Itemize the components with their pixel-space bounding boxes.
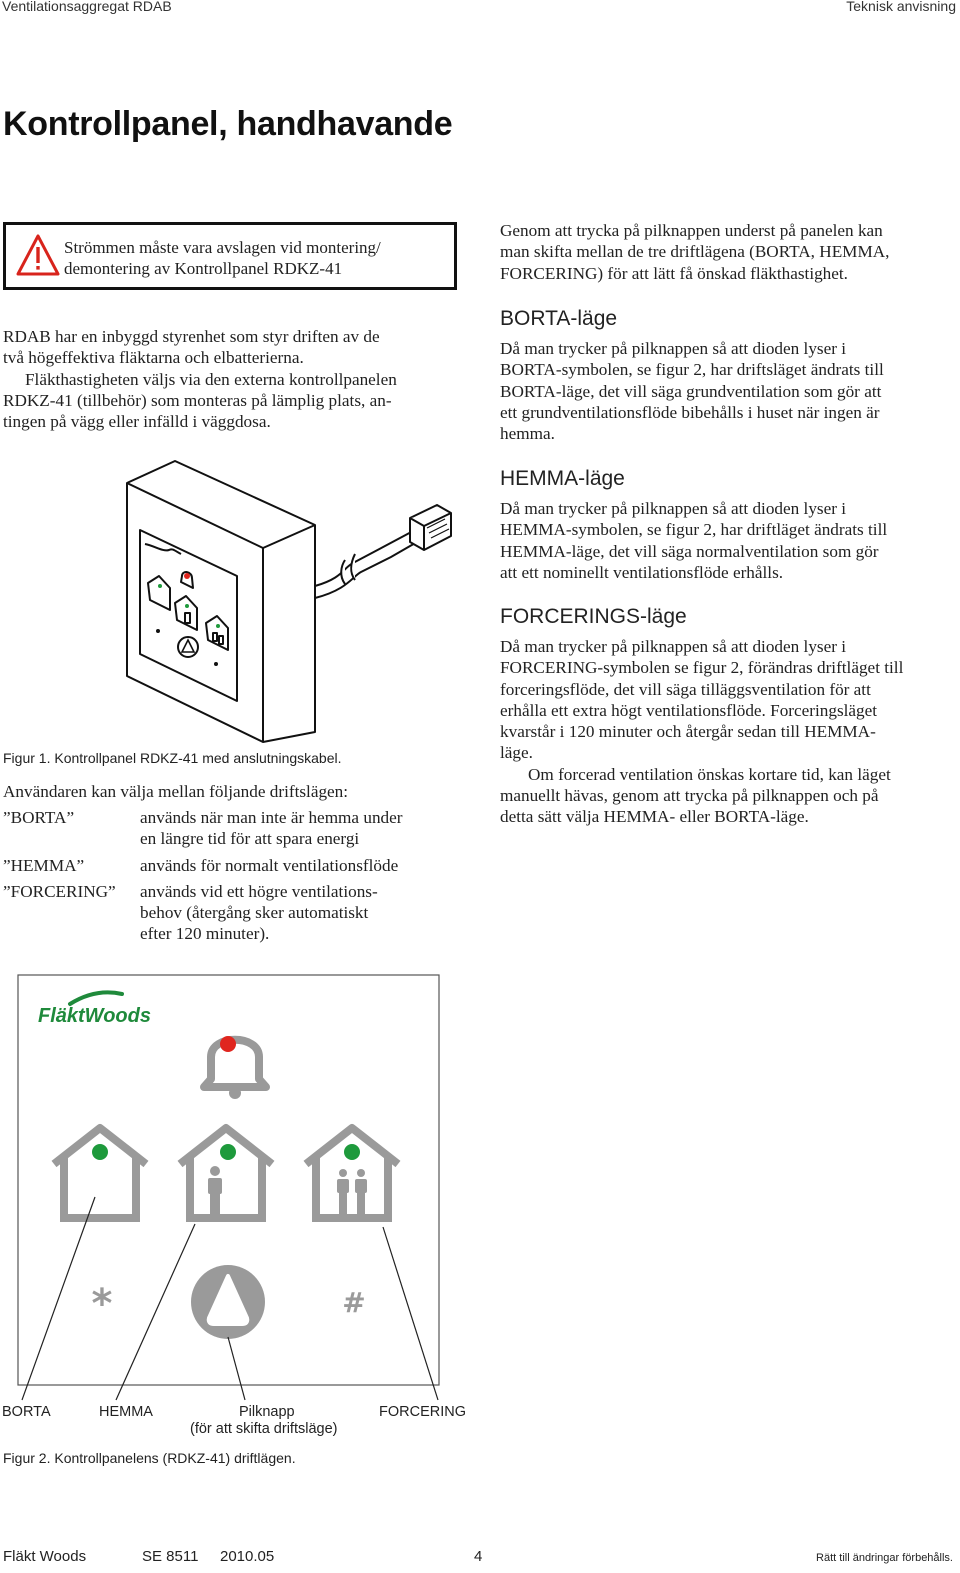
warning-line-2: demontering av Kontrollpanel RDKZ-41 [64,259,343,278]
forcering-line: manuellt hävas, genom att trycka på pilknappen och på [500,786,879,806]
forcering-line: läge. [500,743,533,763]
mode-name: ”HEMMA” [3,855,85,875]
borta-line: Då man trycker på pilknappen så att dioden lyser i [500,339,847,358]
forcering-line: Om forcerad ventilation önskas kortare tid, kan läget [528,764,891,784]
borta-line: BORTA-läge, det vill säga grundventilation som gör att [500,381,882,401]
page-number: 4 [474,1548,483,1565]
figure2-caption: Figur 2. Kontrollpanelens (RDKZ-41) driftlägen. [3,1450,296,1466]
forcering-line: kvarstår i 120 minuter och återgår sedan till HEMMA- [500,722,876,742]
right-intro-line: man skifta mellan de tre driftlägena (BORTA, HEMMA, [500,242,890,262]
forcering-led [344,1144,360,1160]
hemma-line: HEMMA-symbolen, se figur 2, har driftläget ändrats till [500,520,888,540]
forcering-line: detta sätt välja HEMMA- eller BORTA-läge. [500,807,809,827]
mode-desc-line: behov (återgång sker automatiskt [140,903,369,923]
borta-line: BORTA-symbolen, se figur 2, har driftsläget ändrats till [500,360,884,380]
intro-paragraph [3,326,458,432]
mode-hemma [3,855,463,876]
figure1-caption: Figur 1. Kontrollpanel RDKZ-41 med anslutningskabel. [3,750,342,766]
forcering-paragraph [500,636,960,828]
intro-line: tingen på vägg eller infälld i väggdosa. [3,412,271,432]
borta-led [92,1144,108,1160]
mode-desc-line: används när man inte är hemma under [140,808,403,827]
mode-name: ”FORCERING” [3,881,116,901]
right-intro-line: FORCERING) för att lätt få önskad fläkthastighet. [500,263,848,283]
intro-line: RDKZ-41 (tillbehör) som monteras på lämplig plats, an- [3,390,392,410]
header-right: Teknisk anvisning [846,0,956,14]
intro-line: Fläkthastigheten väljs via den externa kontrollpanelen [25,369,397,389]
mode-desc-line: en längre tid för att spara energi [140,829,360,849]
warning-icon [16,233,60,277]
footer-code: SE 8511 [142,1548,199,1565]
borta-paragraph [500,338,960,444]
right-intro-line: Genom att trycka på pilknappen underst på panelen kan [500,221,883,240]
figure2-panel [0,972,462,1412]
label-pilknapp-sub: (för att skifta driftsläge) [190,1421,338,1437]
hash-key: # [342,1286,366,1319]
footer-rights: Rätt till ändringar förbehålls. [816,1552,953,1564]
forcering-line: forceringsflöde, det vill säga tilläggsventilation för att [500,679,871,699]
hemma-heading: HEMMA-läge [500,467,625,490]
arrow-button[interactable] [191,1265,265,1339]
hemma-led [220,1144,236,1160]
mode-desc-line: används vid ett högre ventilations- [140,881,378,901]
mode-borta [3,807,463,850]
hemma-line: Då man trycker på pilknappen så att dioden lyser i [500,499,847,518]
intro-line: två högeffektiva fläktarna och elbatterierna. [3,348,304,368]
hemma-line: att ett nominellt ventilationsflöde erhålls. [500,562,784,582]
footer-date: 2010.05 [220,1548,275,1565]
forcering-heading: FORCERINGS-läge [500,605,687,628]
footer-brand: Fläkt Woods [3,1548,87,1565]
modes-intro: Användaren kan välja mellan följande driftslägen: [3,782,349,801]
intro-line: RDAB har en inbyggd styrenhet som styr driften av de [3,327,380,346]
right-intro [500,220,960,284]
label-hemma: HEMMA [99,1404,153,1420]
label-forcering: FORCERING [379,1404,466,1420]
borta-heading: BORTA-läge [500,307,618,330]
borta-line: ett grundventilationsflöde bibehålls i huset när ingen är [500,402,880,422]
figure1-panel-illustration [115,458,460,743]
mode-desc-line: efter 120 minuter). [140,924,270,944]
warning-box [3,222,457,290]
label-borta: BORTA [2,1404,51,1420]
mode-forcering [3,881,463,945]
mode-desc-line: används för normalt ventilationsflöde [140,855,399,875]
hemma-paragraph [500,498,960,583]
forcering-line: erhålla ett extra högt ventilationsflöde. Forceringsläget [500,700,878,720]
forcering-line: Då man trycker på pilknappen så att dioden lyser i [500,637,847,656]
page-title: Kontrollpanel, handhavande [3,105,453,143]
mode-name: ”BORTA” [3,808,75,827]
star-key: * [91,1281,113,1327]
warning-line-1: Strömmen måste vara avslagen vid montering/ [64,238,381,257]
header-left: Ventilationsaggregat RDAB [2,0,172,14]
modes-list [3,807,463,950]
panel-logo: FläktWoods [38,1005,151,1027]
alarm-led [220,1036,236,1052]
hemma-line: HEMMA-läge, det vill säga normalventilation som gör [500,541,879,561]
forcering-line: FORCERING-symbolen se figur 2, förändras driftläget till [500,658,904,678]
label-pilknapp: Pilknapp [239,1404,295,1420]
borta-line: hemma. [500,424,555,444]
